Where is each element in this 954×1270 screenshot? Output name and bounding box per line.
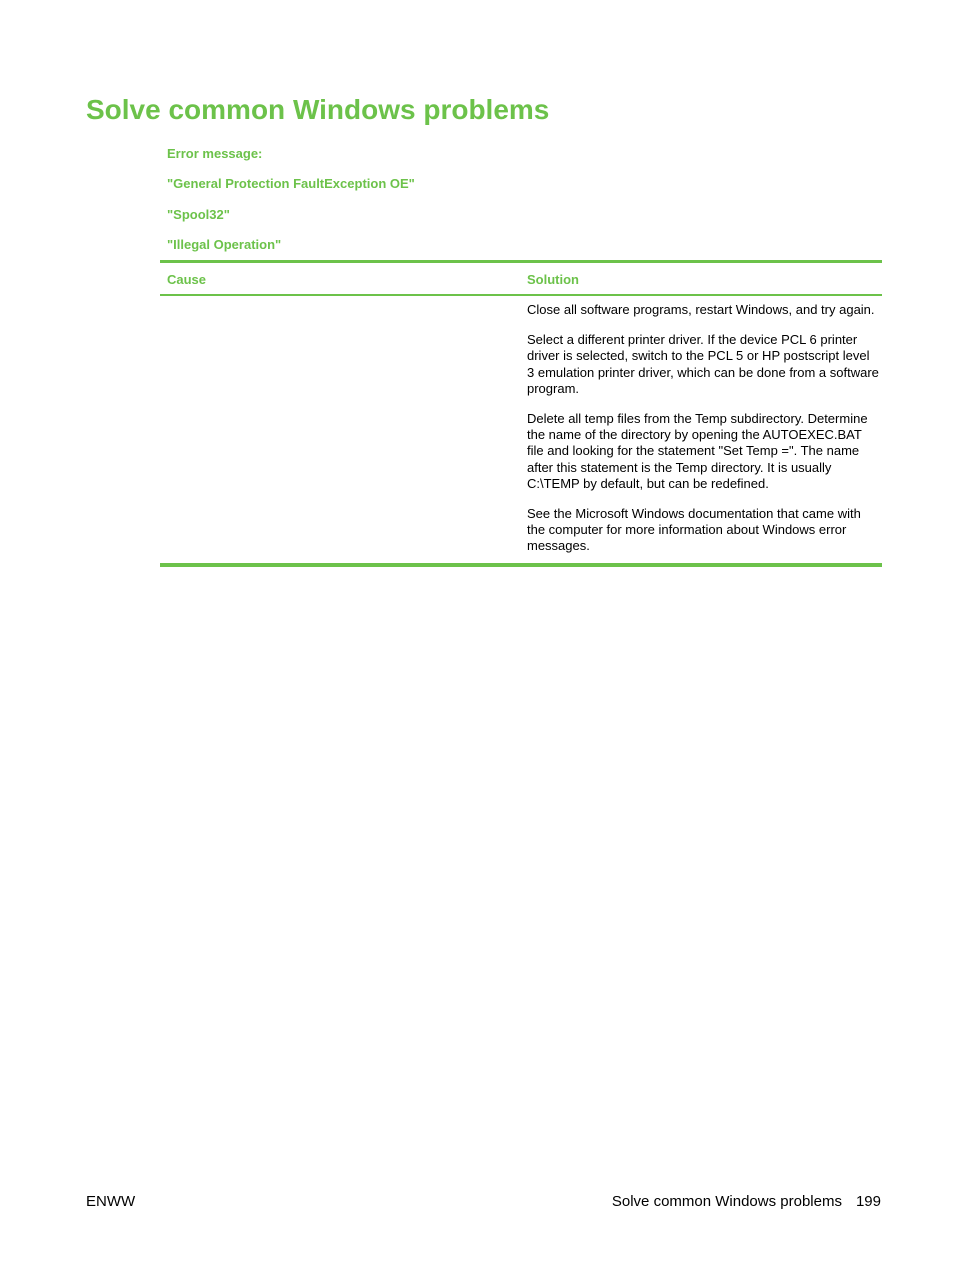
error-message-item: "Spool32" — [167, 207, 230, 222]
footer-section-title: Solve common Windows problems — [611, 1193, 842, 1210]
table-bottom-rule — [160, 563, 882, 567]
page-title: Solve common Windows problems — [86, 94, 550, 125]
solution-step: See the Microsoft Windows documentation that came with the computer for more information about Windows error messages. — [527, 506, 861, 554]
table-row — [160, 296, 882, 563]
footer-section — [612, 1193, 881, 1211]
column-header-cause: Cause — [167, 272, 207, 287]
page-number: 199 — [855, 1193, 881, 1210]
solution-cell — [527, 302, 879, 555]
table-header-row — [160, 263, 882, 294]
solution-step: Delete all temp files from the Temp subdirectory. Determine the name of the directory by opening the AUTOEXEC.BAT file and looking for the statement "Set Temp =". The name after this statement is the Temp directory. It is usually C:\TEMP by default, but can be redefined. — [527, 411, 868, 491]
solution-step: Select a different printer driver. If the device PCL 6 printer driver is selected, switch to the PCL 5 or HP postscript level 3 emulation printer driver, which can be done from a software program. — [527, 332, 879, 396]
cause-solution-table — [160, 260, 882, 567]
solution-step: Close all software programs, restart Windows, and try again. — [527, 302, 875, 317]
column-header-solution: Solution — [527, 272, 579, 287]
footer-doc-code: ENWW — [86, 1193, 136, 1210]
error-message-item: "Illegal Operation" — [167, 237, 282, 252]
error-message-item: "General Protection FaultException OE" — [167, 176, 415, 191]
error-message-label: Error message: — [167, 146, 263, 161]
